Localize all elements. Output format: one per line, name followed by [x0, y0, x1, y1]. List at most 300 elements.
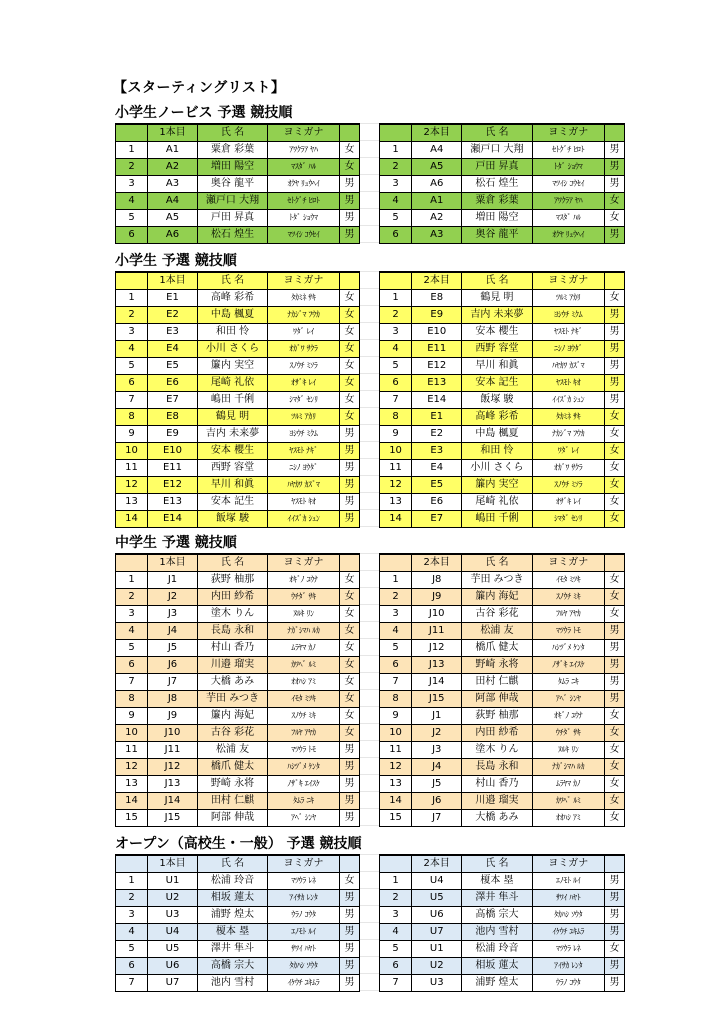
round2-table: [379, 123, 625, 244]
gender-cell: 女: [604, 776, 624, 793]
table-row: [116, 142, 360, 159]
order-number-cell: 6: [380, 657, 412, 674]
athlete-kana-cell: ｱﾍﾞ ｼﾝﾔ: [268, 810, 340, 827]
bib-code-cell: U6: [412, 907, 462, 924]
order-number-cell: 2: [380, 589, 412, 606]
athlete-kana-cell: ｲｲｽﾞｶ ｼｭﾝ: [532, 392, 604, 409]
header-number-cell: [116, 124, 148, 142]
athlete-kana-cell: ｲｹｳﾁ ﾕｷﾑﾗ: [268, 975, 340, 992]
header-name-cell: 氏 名: [462, 554, 532, 572]
athlete-kana-cell: ｵｻﾞｷ ﾚｲ: [532, 494, 604, 511]
table-row: [380, 443, 625, 460]
table-row: [380, 375, 625, 392]
gender-cell: 男: [340, 759, 360, 776]
athlete-kana-cell: ｵｶﾞﾜ ｻｸﾗ: [532, 460, 604, 477]
gender-cell: 男: [604, 958, 624, 975]
order-number-cell: 5: [116, 941, 148, 958]
header-kana-cell: ヨミガナ: [532, 272, 604, 290]
athlete-kana-cell: ｽﾉｳﾁ ﾐｷ: [532, 589, 604, 606]
athlete-kana-cell: ｽﾉｳﾁ ﾐｿﾗ: [268, 358, 340, 375]
gender-cell: 女: [604, 210, 624, 227]
round2-table: [379, 854, 625, 992]
athlete-kana-cell: ﾔｽﾓﾄ ｷｵ: [268, 494, 340, 511]
gender-cell: 女: [340, 142, 360, 159]
athlete-kana-cell: ﾔｽﾓﾄ ﾅｷﾞ: [532, 324, 604, 341]
table-row: [380, 324, 625, 341]
athlete-kana-cell: ｵｶﾞﾜ ｻｸﾗ: [268, 341, 340, 358]
athlete-name-cell: 塗木 りん: [462, 742, 532, 759]
order-number-cell: 2: [116, 890, 148, 907]
document-title: 【スターティングリスト】: [113, 80, 286, 96]
order-number-cell: 8: [380, 409, 412, 426]
header-sex-cell: [340, 855, 360, 873]
athlete-name-cell: 西野 容堂: [198, 460, 268, 477]
athlete-name-cell: 増田 陽空: [462, 210, 532, 227]
athlete-kana-cell: ﾉｻﾞｷ ｴｲｽｹ: [268, 776, 340, 793]
gender-cell: 男: [340, 742, 360, 759]
order-number-cell: 5: [116, 210, 148, 227]
header-kana-cell: ヨミガナ: [532, 855, 604, 873]
athlete-name-cell: 大橋 あみ: [198, 674, 268, 691]
athlete-name-cell: 鶴見 明: [198, 409, 268, 426]
table-row: [116, 307, 360, 324]
athlete-kana-cell: ｵｸﾔ ﾘｭｳﾍｲ: [532, 227, 604, 244]
bib-code-cell: J14: [412, 674, 462, 691]
header-sex-cell: [340, 272, 360, 290]
bib-code-cell: J13: [148, 776, 198, 793]
header-kana-cell: ヨミガナ: [532, 554, 604, 572]
bib-code-cell: J10: [412, 606, 462, 623]
table-row: [116, 409, 360, 426]
table-row: [380, 426, 625, 443]
bib-code-cell: J9: [412, 589, 462, 606]
table-row: [380, 227, 625, 244]
bib-code-cell: E6: [148, 375, 198, 392]
gender-cell: 女: [604, 708, 624, 725]
athlete-name-cell: 芋田 みつき: [462, 572, 532, 589]
gender-cell: 男: [340, 958, 360, 975]
order-number-cell: 14: [380, 793, 412, 810]
table-row: [116, 511, 360, 528]
bib-code-cell: U4: [412, 873, 462, 890]
bib-code-cell: A1: [412, 193, 462, 210]
athlete-kana-cell: ﾏｽﾀﾞ ﾊﾙ: [268, 159, 340, 176]
athlete-name-cell: 内田 紗希: [462, 725, 532, 742]
header-kana-cell: ヨミガナ: [268, 272, 340, 290]
athlete-kana-cell: ﾏﾂｳﾗ ﾚﾈ: [268, 873, 340, 890]
gender-cell: 男: [340, 975, 360, 992]
section-1: [115, 103, 625, 244]
gender-cell: 女: [340, 409, 360, 426]
gender-cell: 女: [340, 324, 360, 341]
header-round-cell: 2本目: [412, 272, 462, 290]
table-row: [116, 341, 360, 358]
order-number-cell: 14: [116, 511, 148, 528]
order-number-cell: 11: [380, 742, 412, 759]
table-row: [380, 606, 625, 623]
round1-table: [115, 123, 360, 244]
athlete-kana-cell: ｱｲｻｶ ﾚﾝﾀ: [268, 890, 340, 907]
table-header-row: [116, 554, 360, 572]
gender-cell: 女: [340, 159, 360, 176]
bib-code-cell: J5: [412, 776, 462, 793]
table-row: [116, 443, 360, 460]
table-row: [116, 941, 360, 958]
gender-cell: 女: [340, 341, 360, 358]
athlete-name-cell: 吉内 未来夢: [198, 426, 268, 443]
gender-cell: 男: [604, 307, 624, 324]
bib-code-cell: J9: [148, 708, 198, 725]
athlete-kana-cell: ﾇﾙｷ ﾘﾝ: [268, 606, 340, 623]
gender-cell: 男: [604, 392, 624, 409]
bib-code-cell: A4: [412, 142, 462, 159]
gender-cell: 女: [340, 674, 360, 691]
athlete-kana-cell: ﾀｶﾊｼ ｿｳﾀ: [268, 958, 340, 975]
order-number-cell: 5: [116, 358, 148, 375]
athlete-name-cell: 安本 櫻生: [198, 443, 268, 460]
table-header-row: [116, 272, 360, 290]
order-number-cell: 15: [116, 810, 148, 827]
athlete-name-cell: 橋爪 健太: [462, 640, 532, 657]
gender-cell: 男: [340, 924, 360, 941]
section-title: 小学生ノービス 予選 競技順: [115, 105, 293, 121]
bib-code-cell: J15: [148, 810, 198, 827]
order-number-cell: 10: [116, 443, 148, 460]
athlete-name-cell: 嶋田 千俐: [462, 511, 532, 528]
order-number-cell: 6: [116, 227, 148, 244]
order-number-cell: 4: [116, 341, 148, 358]
bib-code-cell: E6: [412, 494, 462, 511]
bib-code-cell: E1: [412, 409, 462, 426]
header-round-cell: 1本目: [148, 272, 198, 290]
table-row: [116, 392, 360, 409]
athlete-name-cell: 松浦 友: [462, 623, 532, 640]
order-number-cell: 8: [116, 409, 148, 426]
athlete-name-cell: 塗木 りん: [198, 606, 268, 623]
bib-code-cell: A5: [412, 159, 462, 176]
bib-code-cell: U1: [412, 941, 462, 958]
order-number-cell: 9: [116, 708, 148, 725]
gender-cell: 男: [604, 159, 624, 176]
bib-code-cell: J1: [412, 708, 462, 725]
spreadsheet-gridlines: [359, 553, 379, 827]
section-3: [115, 533, 625, 827]
athlete-kana-cell: ﾂﾙﾐ ｱｶﾘ: [532, 290, 604, 307]
table-row: [116, 210, 360, 227]
table-row: [380, 691, 625, 708]
athlete-name-cell: 簾内 海妃: [462, 589, 532, 606]
order-number-cell: 4: [380, 924, 412, 941]
athlete-name-cell: 簾内 実空: [462, 477, 532, 494]
athlete-name-cell: 野崎 永将: [462, 657, 532, 674]
gender-cell: 女: [604, 606, 624, 623]
athlete-name-cell: 戸田 昇真: [462, 159, 532, 176]
gender-cell: 男: [340, 793, 360, 810]
bib-code-cell: E14: [412, 392, 462, 409]
athlete-kana-cell: ﾉｻﾞｷ ｴｲｽｹ: [532, 657, 604, 674]
athlete-name-cell: 松浦 友: [198, 742, 268, 759]
athlete-kana-cell: ｲﾓﾀ ﾐﾂｷ: [532, 572, 604, 589]
bib-code-cell: A3: [412, 227, 462, 244]
athlete-name-cell: 飯塚 駿: [198, 511, 268, 528]
table-header-row: [380, 554, 625, 572]
bib-code-cell: J7: [148, 674, 198, 691]
athlete-name-cell: 尾崎 礼依: [198, 375, 268, 392]
athlete-name-cell: 瀬戸口 大翔: [462, 142, 532, 159]
section-title: 中学生 予選 競技順: [115, 535, 237, 551]
athlete-kana-cell: ｽﾉｳﾁ ﾐｿﾗ: [532, 477, 604, 494]
bib-code-cell: U1: [148, 873, 198, 890]
athlete-kana-cell: ｴﾉﾓﾄ ﾙｲ: [268, 924, 340, 941]
order-number-cell: 6: [380, 958, 412, 975]
header-name-cell: 氏 名: [198, 272, 268, 290]
gender-cell: 男: [604, 640, 624, 657]
header-name-cell: 氏 名: [198, 554, 268, 572]
bib-code-cell: A6: [148, 227, 198, 244]
table-row: [116, 494, 360, 511]
table-row: [116, 810, 360, 827]
bib-code-cell: E13: [412, 375, 462, 392]
table-row: [380, 640, 625, 657]
table-row: [116, 159, 360, 176]
athlete-name-cell: 和田 怜: [462, 443, 532, 460]
athlete-name-cell: 相坂 蓮太: [198, 890, 268, 907]
order-number-cell: 1: [116, 142, 148, 159]
gender-cell: 男: [604, 142, 624, 159]
order-number-cell: 4: [116, 924, 148, 941]
athlete-kana-cell: ｴﾉﾓﾄ ﾙｲ: [532, 873, 604, 890]
header-number-cell: [380, 855, 412, 873]
header-kana-cell: ヨミガナ: [268, 855, 340, 873]
athlete-name-cell: 西野 容堂: [462, 341, 532, 358]
order-number-cell: 7: [380, 975, 412, 992]
athlete-kana-cell: ﾌﾙﾔ ｱﾔｶ: [532, 606, 604, 623]
bib-code-cell: E10: [148, 443, 198, 460]
athlete-kana-cell: ｵｸﾔ ﾘｭｳﾍｲ: [268, 176, 340, 193]
gender-cell: 女: [604, 511, 624, 528]
order-number-cell: 3: [116, 324, 148, 341]
gender-cell: 女: [604, 742, 624, 759]
order-number-cell: 1: [380, 873, 412, 890]
bib-code-cell: E10: [412, 324, 462, 341]
table-row: [380, 742, 625, 759]
bib-code-cell: A6: [412, 176, 462, 193]
table-row: [380, 494, 625, 511]
bib-code-cell: E7: [148, 392, 198, 409]
gender-cell: 女: [340, 623, 360, 640]
bib-code-cell: U4: [148, 924, 198, 941]
table-row: [380, 572, 625, 589]
bib-code-cell: E13: [148, 494, 198, 511]
table-row: [380, 409, 625, 426]
athlete-name-cell: 芋田 みつき: [198, 691, 268, 708]
athlete-kana-cell: ｶﾜﾍﾞ ﾙﾐ: [532, 793, 604, 810]
bib-code-cell: E2: [148, 307, 198, 324]
order-number-cell: 9: [380, 426, 412, 443]
athlete-kana-cell: ｵｷﾞﾉ ﾕｳﾅ: [532, 708, 604, 725]
athlete-kana-cell: ﾀｶﾐﾈ ｻｷ: [532, 409, 604, 426]
order-number-cell: 8: [116, 691, 148, 708]
table-row: [380, 657, 625, 674]
gender-cell: 男: [604, 975, 624, 992]
bib-code-cell: U5: [412, 890, 462, 907]
bib-code-cell: E1: [148, 290, 198, 307]
order-number-cell: 3: [380, 606, 412, 623]
athlete-name-cell: 瀬戸口 大翔: [198, 193, 268, 210]
order-number-cell: 3: [380, 324, 412, 341]
bib-code-cell: J5: [148, 640, 198, 657]
athlete-name-cell: 高峰 彩希: [462, 409, 532, 426]
bib-code-cell: E11: [412, 341, 462, 358]
athlete-name-cell: 簾内 海妃: [198, 708, 268, 725]
table-row: [116, 426, 360, 443]
table-row: [116, 290, 360, 307]
bib-code-cell: E9: [412, 307, 462, 324]
bib-code-cell: J6: [412, 793, 462, 810]
athlete-name-cell: 田村 仁麒: [198, 793, 268, 810]
table-row: [380, 159, 625, 176]
table-row: [380, 907, 625, 924]
header-sex-cell: [604, 124, 624, 142]
athlete-name-cell: 松浦 玲音: [198, 873, 268, 890]
header-number-cell: [116, 272, 148, 290]
order-number-cell: 7: [116, 674, 148, 691]
gender-cell: 男: [604, 890, 624, 907]
table-row: [116, 958, 360, 975]
table-row: [116, 691, 360, 708]
gender-cell: 男: [340, 426, 360, 443]
athlete-kana-cell: ﾀｶﾊｼ ｿｳﾀ: [532, 907, 604, 924]
order-number-cell: 7: [380, 674, 412, 691]
table-row: [116, 975, 360, 992]
order-number-cell: 15: [380, 810, 412, 827]
athlete-kana-cell: ｲﾓﾀ ﾐﾂｷ: [268, 691, 340, 708]
bib-code-cell: J14: [148, 793, 198, 810]
athlete-name-cell: 相坂 蓮太: [462, 958, 532, 975]
order-number-cell: 5: [116, 640, 148, 657]
athlete-name-cell: 中島 楓夏: [198, 307, 268, 324]
athlete-kana-cell: ﾖｼｳﾁ ﾐｸﾑ: [268, 426, 340, 443]
athlete-name-cell: 野崎 永将: [198, 776, 268, 793]
bib-code-cell: J4: [412, 759, 462, 776]
gender-cell: 女: [340, 725, 360, 742]
athlete-kana-cell: ﾂﾙﾐ ｱｶﾘ: [268, 409, 340, 426]
athlete-kana-cell: ﾊﾔｶﾜ ｶｽﾞﾏ: [268, 477, 340, 494]
gender-cell: 男: [340, 210, 360, 227]
table-row: [380, 708, 625, 725]
athlete-kana-cell: ｻﾜｲ ﾊﾔﾄ: [268, 941, 340, 958]
gender-cell: 女: [340, 640, 360, 657]
order-number-cell: 1: [116, 572, 148, 589]
header-number-cell: [116, 855, 148, 873]
table-row: [116, 606, 360, 623]
bib-code-cell: E14: [148, 511, 198, 528]
athlete-name-cell: 榎本 塁: [462, 873, 532, 890]
header-kana-cell: ヨミガナ: [532, 124, 604, 142]
athlete-kana-cell: ｳﾗﾉ ｺｳﾀ: [268, 907, 340, 924]
table-header-row: [116, 124, 360, 142]
table-row: [380, 290, 625, 307]
athlete-name-cell: 簾内 実空: [198, 358, 268, 375]
athlete-name-cell: 荻野 柚那: [462, 708, 532, 725]
athlete-kana-cell: ｲｹｳﾁ ﾕｷﾑﾗ: [532, 924, 604, 941]
gender-cell: 男: [340, 443, 360, 460]
order-number-cell: 4: [380, 623, 412, 640]
athlete-name-cell: 安本 記生: [198, 494, 268, 511]
table-header-row: [116, 855, 360, 873]
spreadsheet-gridlines: [359, 123, 379, 244]
athlete-kana-cell: ｵｻﾞｷ ﾚｲ: [268, 375, 340, 392]
athlete-name-cell: 和田 怜: [198, 324, 268, 341]
order-number-cell: 7: [380, 392, 412, 409]
order-number-cell: 6: [380, 375, 412, 392]
bib-code-cell: J3: [148, 606, 198, 623]
athlete-name-cell: 小川 さくら: [198, 341, 268, 358]
bib-code-cell: J15: [412, 691, 462, 708]
header-round-cell: 2本目: [412, 124, 462, 142]
gender-cell: 男: [604, 907, 624, 924]
athlete-kana-cell: ｼﾏﾀﾞ ｾﾝﾘ: [532, 511, 604, 528]
gender-cell: 女: [604, 477, 624, 494]
athlete-name-cell: 長島 永和: [198, 623, 268, 640]
athlete-name-cell: 粟倉 彩葉: [198, 142, 268, 159]
bib-code-cell: E7: [412, 511, 462, 528]
athlete-name-cell: 小川 さくら: [462, 460, 532, 477]
bib-code-cell: J2: [412, 725, 462, 742]
bib-code-cell: U3: [148, 907, 198, 924]
athlete-kana-cell: ｲｲｽﾞｶ ｼｭﾝ: [268, 511, 340, 528]
athlete-name-cell: 古谷 彩花: [198, 725, 268, 742]
gender-cell: 男: [604, 227, 624, 244]
table-row: [380, 759, 625, 776]
athlete-name-cell: 古谷 彩花: [462, 606, 532, 623]
bib-code-cell: E12: [148, 477, 198, 494]
gender-cell: 女: [340, 691, 360, 708]
bib-code-cell: A2: [412, 210, 462, 227]
table-row: [116, 572, 360, 589]
table-row: [116, 640, 360, 657]
gender-cell: 女: [604, 793, 624, 810]
header-number-cell: [380, 124, 412, 142]
order-number-cell: 14: [116, 793, 148, 810]
order-number-cell: 8: [380, 691, 412, 708]
athlete-name-cell: 川邉 瑠実: [462, 793, 532, 810]
bib-code-cell: E9: [148, 426, 198, 443]
gender-cell: 男: [340, 227, 360, 244]
athlete-kana-cell: ｽﾉｳﾁ ﾐｷ: [268, 708, 340, 725]
bib-code-cell: J4: [148, 623, 198, 640]
gender-cell: 男: [604, 324, 624, 341]
athlete-name-cell: 高橋 宗大: [198, 958, 268, 975]
bib-code-cell: E5: [412, 477, 462, 494]
athlete-name-cell: 池内 雪村: [462, 924, 532, 941]
header-sex-cell: [604, 855, 624, 873]
table-row: [116, 460, 360, 477]
gender-cell: 男: [604, 341, 624, 358]
athlete-name-cell: 池内 雪村: [198, 975, 268, 992]
order-number-cell: 13: [380, 776, 412, 793]
order-number-cell: 11: [116, 742, 148, 759]
order-number-cell: 1: [116, 290, 148, 307]
header-round-cell: 2本目: [412, 554, 462, 572]
bib-code-cell: E3: [412, 443, 462, 460]
order-number-cell: 2: [116, 307, 148, 324]
athlete-kana-cell: ﾀｶﾐﾈ ｻｷ: [268, 290, 340, 307]
table-row: [380, 674, 625, 691]
athlete-kana-cell: ｾﾄｸﾞﾁ ﾋﾛﾄ: [532, 142, 604, 159]
section-title: 小学生 予選 競技順: [115, 253, 237, 269]
header-sex-cell: [604, 272, 624, 290]
